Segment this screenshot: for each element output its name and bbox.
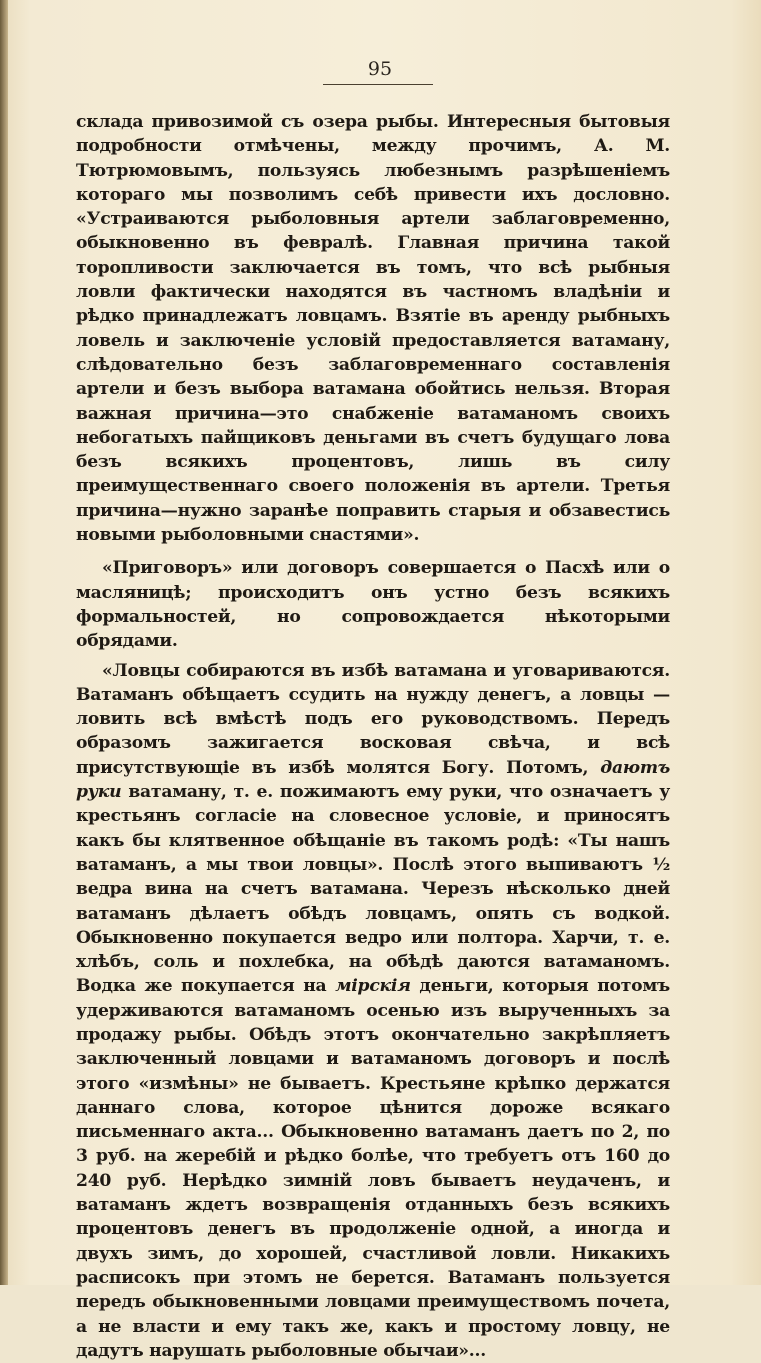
paragraph-3-text-a: «Ловцы собираются въ избѣ ватамана и уговариваются. Ватаманъ обѣщаетъ ссудить на нужду денегъ, а ловцы — ловить всѣ вмѣстѣ подъ его руководствомъ. Передъ образомъ зажигается восковая свѣча, и всѣ присутствующіе въ избѣ молятся Богу. Потомъ, (76, 660, 670, 778)
paragraph-3-text-b: ватаману, т. е. пожимаютъ ему руки, что означаетъ у крестьянъ согласіе на словесное условіе, и приносятъ какъ бы клятвенное обѣщаніе въ такомъ родѣ: «Ты нашъ ватаманъ, а мы твои ловцы». Послѣ этого выпиваютъ ½ ведра вина на счетъ ватамана. Черезъ нѣсколько дней ватаманъ дѣлаетъ обѣдъ ловцамъ, опять съ водкой. Обыкновенно покупается ведро или полтора. Харчи, т. е. хлѣбъ, соль и похлебка, на обѣдѣ даются ватаманомъ. Водка же покупается на (76, 782, 670, 997)
paragraph-2 (76, 556, 670, 653)
page-number: 95 (367, 58, 393, 80)
paragraph-1-text: склада привозимой съ озера рыбы. Интересныя бытовыя подробности отмѣчены, между прочимъ, А. М. Тютрюмовымъ, пользуясь любезнымъ разрѣшеніемъ котораго мы позволимъ себѣ привести ихъ дословно. «Устраиваются рыболовныя артели заблаговременно, обыкновенно въ февралѣ. Главная причина такой торопливости заключается въ томъ, что всѣ рыбныя ловли фактически находятся въ частномъ владѣніи и рѣдко принадлежатъ ловцамъ. Взятіе въ аренду рыбныхъ ловель и заключеніе условій предоставляется ватаману, слѣдовательно безъ заблаговременнаго составленія артели и безъ выбора ватамана обойтись нельзя. Вторая важная причина—это снабженіе ватаманомъ своихъ небогатыхъ пайщиковъ деньгами въ счетъ будущаго лова безъ всякихъ процентовъ, лишь въ силу преимущественнаго своего положенія въ артели. Третья причина—нужно заранѣе поправить старыя и обзавестись новыми рыболовными снастями». (76, 112, 670, 546)
body-text (76, 110, 670, 1363)
paragraph-3 (76, 659, 670, 1363)
paragraph-1 (76, 110, 670, 547)
paragraph-3-italic-mirskiya: мірскія (335, 976, 411, 997)
paragraph-2-text: «Приговоръ» или договоръ совершается о Пасхѣ или о масляницѣ; происходитъ онъ устно безъ всякихъ формальностей, но сопровождается нѣкоторыми обрядами. (76, 558, 670, 652)
paragraph-3-italic-dayut-ruki: даютъ руки (76, 757, 670, 803)
header-rule (323, 84, 433, 85)
paragraph-3-text-c: деньги, которыя потомъ удерживаются ватаманомъ осенью изъ вырученныхъ за продажу рыбы. Обѣдъ этотъ окончательно закрѣпляетъ заключенный ловцами и ватаманомъ договоръ и послѣ этого «измѣны» не бываетъ. Крестьяне крѣпко держатся даннаго слова, которое цѣнится дороже всякаго письменнаго акта... Обыкновенно ватаманъ даетъ по 2, по 3 руб. на жеребій и рѣдко болѣе, что требуетъ отъ 160 до 240 руб. Нерѣдко зимній ловъ бываетъ неудаченъ, и ватаманъ ждетъ возвращенія отданныхъ безъ всякихъ процентовъ денегъ въ продолженіе одной, а иногда и двухъ зимъ, до хорошей, счастливой ловли. Никакихъ расписокъ при этомъ не берется. Ватаманъ пользуется передъ обыкновенными ловцами преимуществомъ почета, а не власти и ему такъ же, какъ и простому ловцу, не дадутъ нарушать рыболовные обычаи»... (76, 976, 670, 1361)
book-spine-edge (0, 0, 8, 1285)
